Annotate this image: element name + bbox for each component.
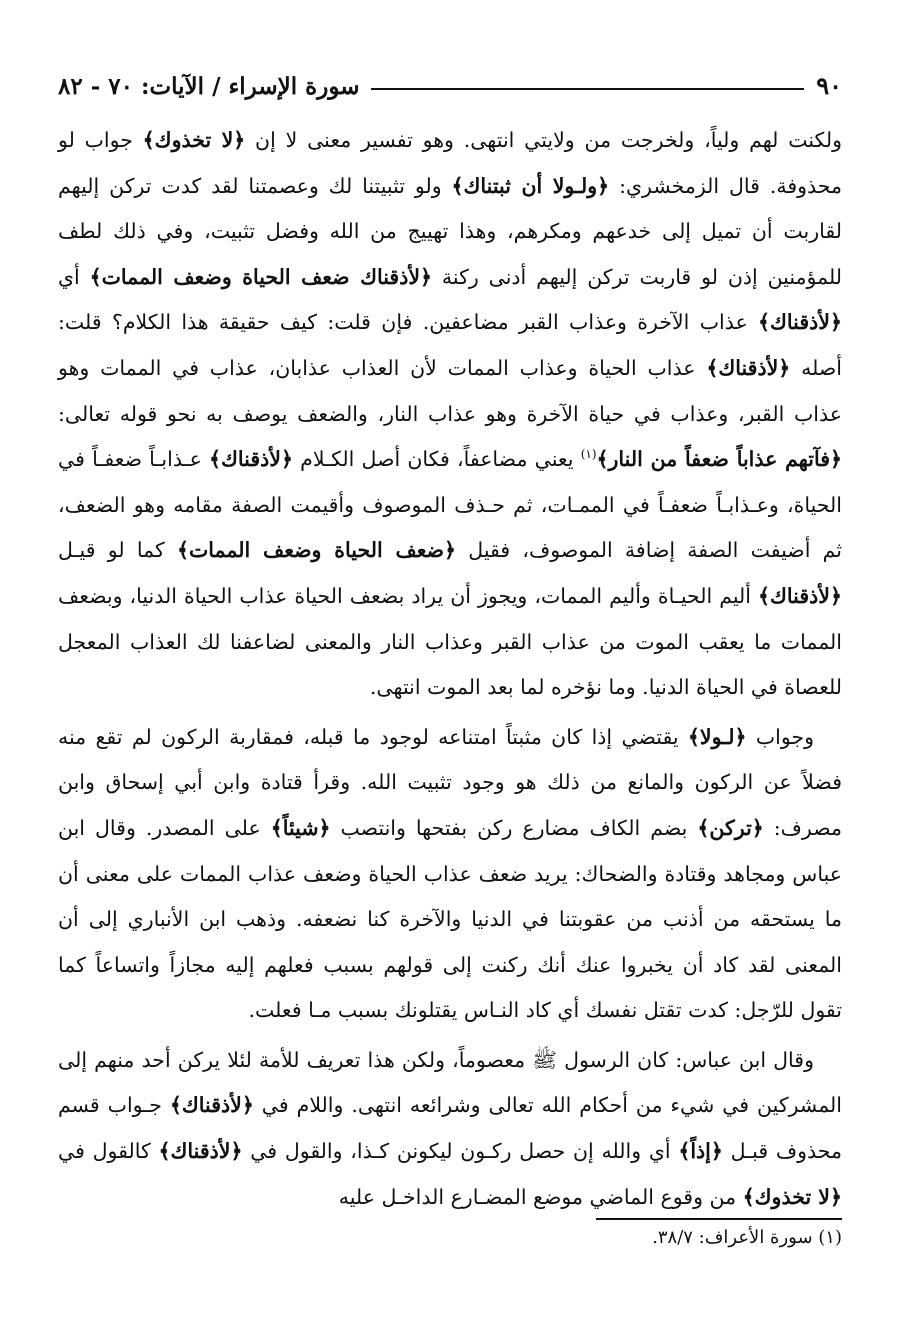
text-run: وجواب: [746, 724, 814, 749]
header-rule: [371, 88, 804, 90]
text-run: ولكنت لهم ولياً، ولخرجت من ولايتي انتهى. وهو تفسير معنى لا إن: [245, 128, 842, 152]
text-run: يعني مضاعفاً، فكان أصل الكـلام: [293, 447, 581, 472]
text-run: جواب لو محذوفة. قال الزمخشري:: [58, 128, 843, 198]
quran-quote: ﴿ولـولا أن ثبتناك﴾: [451, 173, 610, 198]
page-body: [58, 118, 842, 1220]
quran-quote: ﴿إذاً﴾: [678, 1139, 723, 1164]
text-run: أليم الحيـاة وأليم الممات، ويجوز أن يراد بضعف الحياة عذاب الحياة الدنيا، وبضعف الممات ما يعقب الموت من عذاب القبر وعذاب النار والمعنى لضاعفنا لك العذاب المعجل للعصاة في الحياة الدنيا. وما نؤخره لما بعد الموت انتهى.: [58, 583, 842, 700]
paragraph: [58, 715, 842, 1034]
quran-quote: ﴿فآتهم عذاباً ضعفاً من النار﴾: [596, 447, 843, 472]
quran-quote: ﴿لأذقناك﴾: [169, 1093, 254, 1118]
page-header: [58, 66, 842, 100]
quran-quote: ﴿لأذقناك ضعف الحياة وضعف الممات﴾: [89, 264, 433, 289]
text-run: من وقوع الماضي موضع المضـارع الداخـل عليه: [338, 1184, 743, 1209]
text-run: أي: [58, 264, 90, 289]
quran-quote: ﴿لأذقناك﴾: [706, 355, 791, 380]
text-run: يقتضي إذا كان مثبتاً امتناعه لوجود ما قبله، فمقاربة الركون لم تقع منه فضلاً عن الركون والمانع من ذلك هو وجود تثبيت الله. وقرأ قتادة وابن أبي إسحاق وابن مصرف:: [58, 724, 843, 840]
text-run: على المصدر. وقال ابن عباس ومجاهد وقتادة والضحاك: يريد ضعف عذاب الحياة وضعف عذاب الممات على معنى أن ما يستحقه من أذنب من عقوبتنا في الدنيا والآخرة كنا نضعفه. وذهب ابن الأنباري إلى أن المعنى لقد كاد أن يخبروا عنك أنك ركنت إلى قولهم بسبب فعلهم إليه مجازاً واتساعاً كما تقول للرّجل: كدت تقتل نفسك أي كاد النـاس يقتلونك بسبب مـا فعلت.: [58, 815, 842, 1023]
paragraph: [58, 118, 842, 711]
footnote: (١) سورة الأعراف: ٣٨/٧.: [652, 1227, 842, 1248]
footnote-ref: (١): [580, 447, 597, 462]
surah-title: سورة الإسراء / الآيات: ٧٠ - ٨٢: [58, 73, 360, 100]
text-run: عذاب الآخرة وعذاب القبر مضاعفين. فإن قلت: كيف حقيقة هذا الكلام؟ قلت: أصله: [58, 310, 842, 380]
text-run: جـواب قسم محذوف قبـل: [58, 1093, 842, 1164]
quran-quote: ﴿لأذقناك﴾: [758, 583, 842, 608]
quran-quote: ﴿تركن﴾: [697, 815, 764, 840]
quran-quote: ﴿شيئاً﴾: [270, 815, 331, 840]
quran-quote: ﴿لا تخذوك﴾: [742, 1184, 842, 1209]
text-run: وقال ابن عباس: كان الرسول ﷺ معصوماً، ولكن هذا تعريف للأمة لئلا يركن أحد منهم إلى المشركين في شيء من أحكام الله تعالى وشرائعه انتهى. واللام في: [58, 1047, 842, 1118]
text-run: بضم الكاف مضارع ركن بفتحها وانتصب: [330, 815, 698, 840]
text-run: أي والله إن حصل ركـون ليكونن كـذا، والقول في: [242, 1139, 679, 1164]
quran-quote: ﴿لـولا﴾: [687, 724, 747, 749]
paragraph: [58, 1038, 842, 1220]
quran-quote: ﴿ضعف الحياة وضعف الممات﴾: [176, 538, 457, 563]
quran-quote: ﴿لا تخذوك﴾: [142, 128, 246, 152]
page-number: ٩٠: [816, 71, 842, 100]
text-run: ولو تثبيتنا لك وعصمتنا لقد كدت تركن إليهم لقاربت أن تميل إلى خدعهم ومكرهم، وهذا تهييج من الله وفضل تثبيت، وفي ذلك لطف للمؤمنين إذن لو قاربت تركن إليهم أدنى ركنة: [58, 173, 842, 289]
text-run: كما لو قيـل: [58, 538, 177, 563]
text-run: عـذابـاً ضعفـاً في الحياة، وعـذابـاً ضعفـاً في الممـات، ثم حـذف الموصوف وأقيمت الصفة مقامه وهو الضعف، ثم أضيفت الصفة إضافة الموصوف، فقيل: [58, 447, 842, 563]
quran-quote: ﴿لأذقناك﴾: [758, 310, 842, 335]
text-run: كالقول في: [58, 1139, 159, 1164]
text-run: عذاب الحياة وعذاب الممات لأن العذاب عذابان، عذاب في الممات وهو عذاب القبر، وعذاب في حياة الآخرة وهو عذاب النار، والضعف يوصف به نحو قوله تعالى:: [58, 355, 842, 426]
quran-quote: ﴿لأذقناك﴾: [209, 447, 293, 472]
quran-quote: ﴿لأذقناك﴾: [158, 1139, 243, 1164]
footnote-rule: [596, 1218, 842, 1220]
